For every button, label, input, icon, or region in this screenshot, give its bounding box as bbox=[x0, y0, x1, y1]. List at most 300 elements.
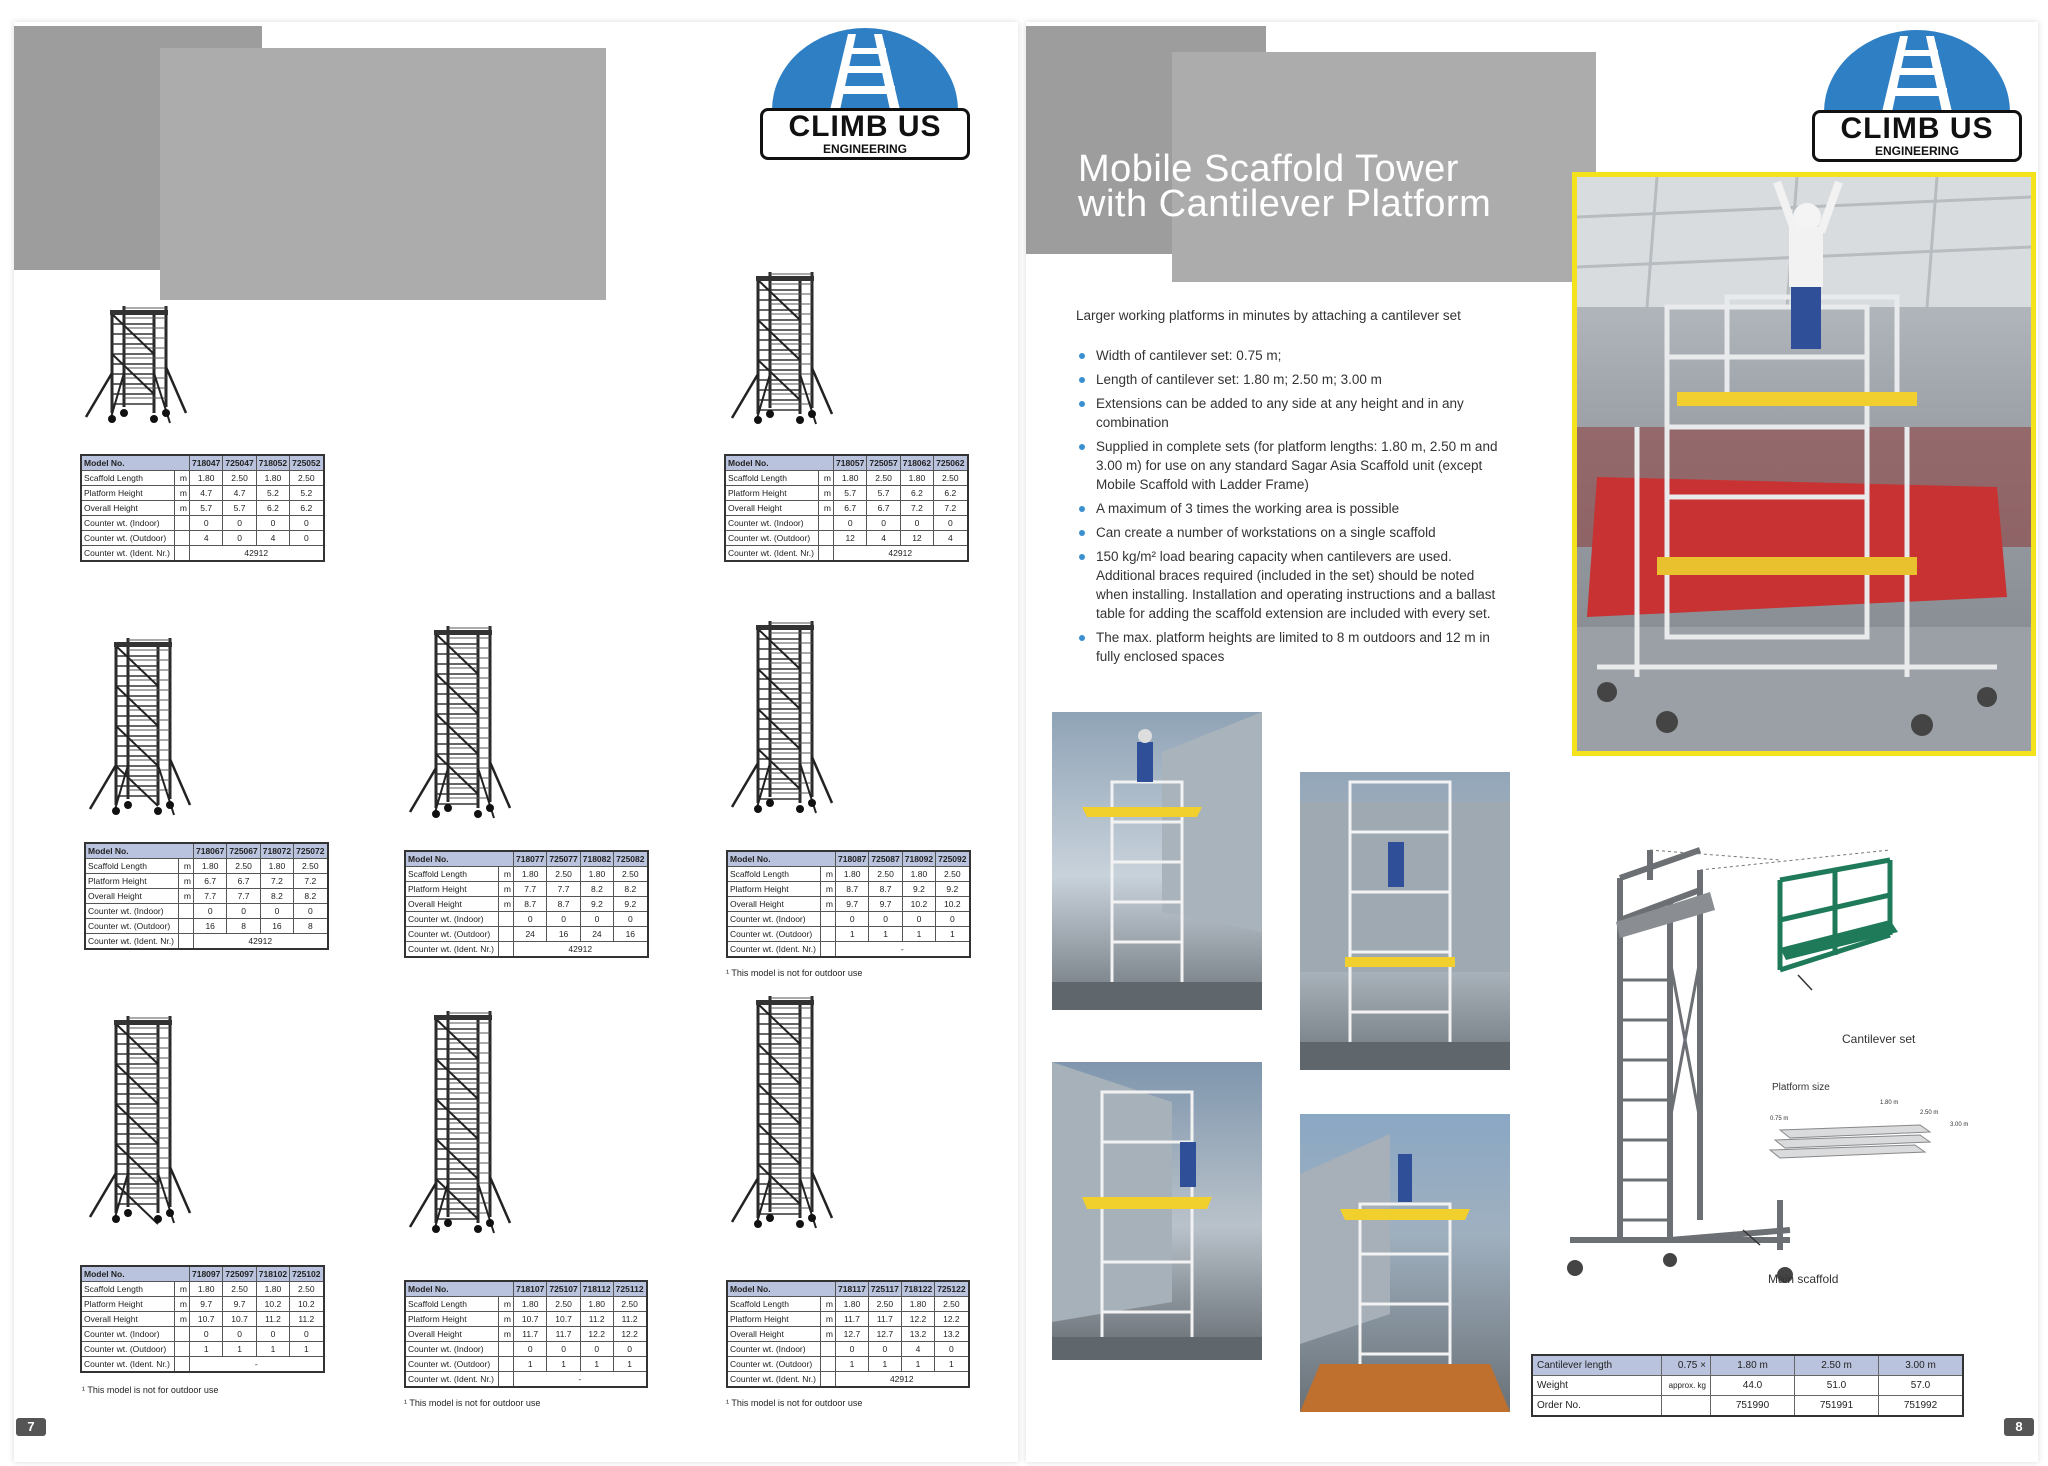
table-cell: 0.75 × bbox=[1662, 1355, 1711, 1376]
scaffold-photo bbox=[1052, 1062, 1262, 1360]
table-row bbox=[85, 859, 328, 874]
table-row bbox=[81, 531, 324, 546]
table-cell: Model No. bbox=[85, 843, 194, 859]
table-cell bbox=[175, 1357, 190, 1373]
feature-item: Supplied in complete sets (for platform lengths: 1.80 m, 2.50 m and 3.00 m) for use on any standard Sagar Asia Scaffold unit (except Mobile Scaffold with Ladder Frame) bbox=[1076, 437, 1506, 494]
table-cell: Model No. bbox=[81, 455, 190, 471]
table-row bbox=[81, 1357, 324, 1373]
table-cell: 10.7 bbox=[190, 1312, 223, 1327]
table-cell: 11.7 bbox=[514, 1327, 547, 1342]
table-cell: 0 bbox=[514, 1342, 547, 1357]
table-cell: 0 bbox=[580, 1342, 613, 1357]
table-cell bbox=[499, 912, 514, 927]
page-number: 7 bbox=[16, 1418, 46, 1436]
table-row bbox=[725, 471, 968, 486]
table-cell: 0 bbox=[290, 531, 324, 546]
table-cell: 8.2 bbox=[260, 889, 293, 904]
table-cell: m bbox=[821, 1312, 836, 1327]
table-row bbox=[1532, 1396, 1963, 1417]
table-cell: 0 bbox=[223, 1327, 256, 1342]
table-cell: 1.80 bbox=[514, 867, 547, 882]
table-cell: 7.2 bbox=[900, 501, 933, 516]
table-cell: approx. kg bbox=[1662, 1376, 1711, 1396]
table-cell: Counter wt. (Ident. Nr.) bbox=[725, 546, 819, 562]
table-cell bbox=[175, 1342, 190, 1357]
table-cell bbox=[175, 1327, 190, 1342]
cantilever-table bbox=[1531, 1354, 1964, 1417]
table-cell: 718057 bbox=[834, 455, 867, 471]
table-cell: m bbox=[179, 859, 194, 874]
table-cell: 12.7 bbox=[868, 1327, 901, 1342]
table-cell bbox=[821, 942, 836, 958]
table-cell: 718087 bbox=[836, 851, 869, 867]
table-cell: 8.2 bbox=[614, 882, 648, 897]
table-cell: 4 bbox=[867, 531, 900, 546]
table-cell bbox=[179, 919, 194, 934]
table-cell: 6.2 bbox=[934, 486, 968, 501]
table-cell: m bbox=[821, 882, 836, 897]
table-cell: Overall Height bbox=[81, 1312, 175, 1327]
table-cell: Platform Height bbox=[81, 486, 175, 501]
table-cell: 9.2 bbox=[936, 882, 970, 897]
table-cell: Counter wt. (Ident. Nr.) bbox=[81, 546, 175, 562]
table-cell: 718097 bbox=[190, 1266, 223, 1282]
table-cell: Counter wt. (Indoor) bbox=[405, 912, 499, 927]
table-cell: 725072 bbox=[294, 843, 328, 859]
table-cell: 9.7 bbox=[223, 1297, 256, 1312]
table-cell: Scaffold Length bbox=[725, 471, 819, 486]
table-cell: 42912 bbox=[190, 546, 324, 562]
table-cell: m bbox=[499, 867, 514, 882]
table-cell bbox=[821, 912, 836, 927]
table-cell: 0 bbox=[194, 904, 227, 919]
scaffold-tower-drawing bbox=[726, 990, 836, 1240]
page-number: 8 bbox=[2004, 1418, 2034, 1436]
table-row bbox=[405, 867, 648, 882]
table-cell: 10.7 bbox=[547, 1312, 580, 1327]
table-row bbox=[727, 1327, 969, 1342]
table-cell: 718107 bbox=[514, 1281, 547, 1297]
table-cell: 12.2 bbox=[901, 1312, 934, 1327]
table-cell: 2.50 bbox=[614, 867, 648, 882]
table-row bbox=[85, 934, 328, 950]
table-cell bbox=[819, 546, 834, 562]
spec-table bbox=[404, 850, 649, 958]
table-cell: 0 bbox=[547, 912, 580, 927]
table-cell: 4 bbox=[901, 1342, 934, 1357]
table-cell: 44.0 bbox=[1711, 1376, 1795, 1396]
table-cell: 0 bbox=[934, 516, 968, 531]
table-cell: 8 bbox=[227, 919, 260, 934]
table-cell: 2.50 bbox=[936, 867, 970, 882]
table-cell: 0 bbox=[836, 912, 869, 927]
table-cell: 1 bbox=[256, 1342, 289, 1357]
table-cell: m bbox=[175, 471, 190, 486]
logo-wordmark bbox=[1812, 110, 2022, 162]
table-cell: m bbox=[179, 889, 194, 904]
table-cell: 0 bbox=[294, 904, 328, 919]
table-cell: 10.2 bbox=[936, 897, 970, 912]
table-row bbox=[81, 501, 324, 516]
table-cell: 725112 bbox=[613, 1281, 646, 1297]
table-cell bbox=[175, 516, 190, 531]
table-cell: Counter wt. (Ident. Nr.) bbox=[405, 942, 499, 958]
table-cell: 5.7 bbox=[867, 486, 900, 501]
table-row bbox=[81, 1327, 324, 1342]
table-cell: 1 bbox=[902, 927, 935, 942]
table-cell: 718122 bbox=[901, 1281, 934, 1297]
scaffold-photo bbox=[1300, 1114, 1510, 1412]
table-cell: 0 bbox=[514, 912, 547, 927]
cantilever-table-header bbox=[1532, 1355, 1963, 1376]
table-cell: Model No. bbox=[405, 851, 514, 867]
table-cell: 0 bbox=[223, 531, 256, 546]
table-cell: 1 bbox=[223, 1342, 256, 1357]
table-cell: Counter wt. (Outdoor) bbox=[81, 1342, 175, 1357]
table-cell: 8.2 bbox=[580, 882, 613, 897]
table-cell: m bbox=[175, 1282, 190, 1297]
table-row bbox=[81, 486, 324, 501]
table-cell: Counter wt. (Indoor) bbox=[727, 1342, 821, 1357]
table-cell: 751992 bbox=[1879, 1396, 1964, 1417]
table-cell: 42912 bbox=[194, 934, 328, 950]
table-cell: 11.7 bbox=[836, 1312, 869, 1327]
table-cell: Scaffold Length bbox=[727, 867, 821, 882]
table-cell: 11.2 bbox=[613, 1312, 646, 1327]
table-cell: 0 bbox=[867, 516, 900, 531]
title-line-2: with Cantilever Platform bbox=[1078, 183, 1492, 225]
table-cell: 13.2 bbox=[901, 1327, 934, 1342]
table-cell: 718117 bbox=[836, 1281, 869, 1297]
table-cell: 1 bbox=[290, 1342, 324, 1357]
table-cell: 2.50 m bbox=[1795, 1355, 1879, 1376]
table-cell: 5.7 bbox=[190, 501, 223, 516]
spec-table-header bbox=[81, 1266, 324, 1282]
table-cell: 718047 bbox=[190, 455, 223, 471]
table-cell: 1.80 bbox=[580, 1297, 613, 1312]
table-row bbox=[725, 531, 968, 546]
table-cell bbox=[821, 1342, 836, 1357]
table-cell: 1.80 bbox=[836, 867, 869, 882]
table-cell: Cantilever length bbox=[1532, 1355, 1662, 1376]
scaffold-tower-drawing bbox=[726, 266, 836, 436]
table-cell: 4 bbox=[934, 531, 968, 546]
table-cell: Weight bbox=[1532, 1376, 1662, 1396]
table-row bbox=[81, 471, 324, 486]
table-cell: 1.80 bbox=[194, 859, 227, 874]
table-row bbox=[727, 1342, 969, 1357]
table-cell: 725047 bbox=[223, 455, 256, 471]
table-row bbox=[725, 516, 968, 531]
table-cell: 6.2 bbox=[256, 501, 289, 516]
dimension-label: 1.80 m bbox=[1880, 1100, 1899, 1106]
table-row bbox=[405, 1372, 647, 1388]
spec-table bbox=[726, 1280, 970, 1388]
table-cell: 12 bbox=[900, 531, 933, 546]
table-cell: Overall Height bbox=[405, 897, 499, 912]
logo-brand-sub: ENGINEERING bbox=[1874, 144, 1959, 158]
table-cell: 725107 bbox=[547, 1281, 580, 1297]
table-cell: 8.7 bbox=[836, 882, 869, 897]
table-row bbox=[405, 1357, 647, 1372]
table-cell: Platform Height bbox=[727, 1312, 821, 1327]
table-cell: 0 bbox=[190, 516, 223, 531]
table-cell: m bbox=[821, 897, 836, 912]
table-cell: 6.2 bbox=[290, 501, 324, 516]
table-row bbox=[1532, 1376, 1963, 1396]
table-cell bbox=[499, 942, 514, 958]
table-cell: m bbox=[821, 1297, 836, 1312]
dimension-label: 2.50 m bbox=[1920, 1110, 1939, 1116]
table-cell: 2.50 bbox=[290, 471, 324, 486]
table-cell: 0 bbox=[935, 1342, 969, 1357]
table-cell: 3.00 m bbox=[1879, 1355, 1964, 1376]
table-cell: m bbox=[499, 1312, 514, 1327]
table-row bbox=[81, 1297, 324, 1312]
table-row bbox=[85, 889, 328, 904]
feature-item: Extensions can be added to any side at any height and in any combination bbox=[1076, 394, 1506, 432]
table-cell: 11.2 bbox=[290, 1312, 324, 1327]
table-row bbox=[727, 927, 970, 942]
table-cell: 0 bbox=[836, 1342, 869, 1357]
table-cell: 1.80 bbox=[190, 1282, 223, 1297]
table-cell: 7.2 bbox=[260, 874, 293, 889]
table-row bbox=[727, 1357, 969, 1372]
table-cell: 9.7 bbox=[869, 897, 902, 912]
table-cell: 0 bbox=[580, 912, 613, 927]
table-cell: 8 bbox=[294, 919, 328, 934]
spec-table-header bbox=[405, 1281, 647, 1297]
table-cell: 725062 bbox=[934, 455, 968, 471]
page-title bbox=[1078, 148, 1492, 225]
table-cell: 1.80 bbox=[190, 471, 223, 486]
table-cell: Scaffold Length bbox=[81, 471, 175, 486]
grey-panel-front bbox=[160, 48, 606, 300]
label-platform-size: Platform size bbox=[1772, 1082, 1830, 1093]
table-cell: 5.7 bbox=[834, 486, 867, 501]
table-cell: 10.7 bbox=[223, 1312, 256, 1327]
table-cell: 725097 bbox=[223, 1266, 256, 1282]
spec-table-header bbox=[725, 455, 968, 471]
table-cell: Model No. bbox=[405, 1281, 514, 1297]
table-cell bbox=[821, 1357, 836, 1372]
table-cell: 1 bbox=[868, 1357, 901, 1372]
table-cell: 9.7 bbox=[836, 897, 869, 912]
table-cell: 0 bbox=[613, 1342, 646, 1357]
feature-item: A maximum of 3 times the working area is possible bbox=[1076, 499, 1506, 518]
table-cell: 9.2 bbox=[902, 882, 935, 897]
table-cell: Counter wt. (Ident. Nr.) bbox=[85, 934, 179, 950]
table-cell: 1 bbox=[514, 1357, 547, 1372]
table-row bbox=[405, 897, 648, 912]
table-cell bbox=[499, 1342, 514, 1357]
table-row bbox=[85, 874, 328, 889]
table-cell: 4.7 bbox=[223, 486, 256, 501]
table-cell: 1.80 bbox=[836, 1297, 869, 1312]
table-cell: 6.7 bbox=[194, 874, 227, 889]
table-cell: 0 bbox=[290, 516, 324, 531]
table-cell: 2.50 bbox=[223, 471, 256, 486]
table-cell: 1.80 m bbox=[1711, 1355, 1795, 1376]
table-cell: 1.80 bbox=[514, 1297, 547, 1312]
title-line-1: Mobile Scaffold Tower bbox=[1078, 148, 1459, 190]
scaffold-tower-drawing bbox=[726, 615, 836, 825]
table-cell: 1.80 bbox=[834, 471, 867, 486]
outdoor-note: ¹ This model is not for outdoor use bbox=[726, 1398, 863, 1408]
table-cell: m bbox=[819, 471, 834, 486]
scaffold-tower-drawing bbox=[404, 1005, 514, 1245]
table-cell: Counter wt. (Indoor) bbox=[85, 904, 179, 919]
table-cell: 2.50 bbox=[290, 1282, 324, 1297]
table-cell: 0 bbox=[869, 912, 902, 927]
table-cell: 725092 bbox=[936, 851, 970, 867]
table-cell: 12.2 bbox=[935, 1312, 969, 1327]
table-cell: m bbox=[175, 501, 190, 516]
table-cell: 725122 bbox=[935, 1281, 969, 1297]
scaffold-tower-drawing bbox=[404, 620, 514, 830]
scaffold-tower-drawing bbox=[80, 300, 190, 435]
table-cell: 10.7 bbox=[514, 1312, 547, 1327]
table-row bbox=[81, 546, 324, 562]
table-cell: 42912 bbox=[836, 1372, 969, 1388]
table-row bbox=[405, 927, 648, 942]
table-row bbox=[85, 904, 328, 919]
cantilever-diagram bbox=[1550, 820, 1980, 1300]
spec-table bbox=[80, 454, 325, 562]
table-cell: 725082 bbox=[614, 851, 648, 867]
table-cell bbox=[1662, 1396, 1711, 1417]
table-cell: Platform Height bbox=[727, 882, 821, 897]
table-cell bbox=[821, 1372, 836, 1388]
table-cell: 16 bbox=[260, 919, 293, 934]
table-cell: 6.2 bbox=[900, 486, 933, 501]
table-cell: 0 bbox=[290, 1327, 324, 1342]
table-cell: 0 bbox=[834, 516, 867, 531]
table-cell: Counter wt. (Outdoor) bbox=[405, 927, 499, 942]
table-cell: 1 bbox=[580, 1357, 613, 1372]
table-cell bbox=[821, 927, 836, 942]
feature-item: 150 kg/m² load bearing capacity when cantilevers are used. Additional braces required (included in the set) should be noted when installing. Installation and operating instructions and a ballast table for adding the scaffold extension are included with every set. bbox=[1076, 547, 1506, 623]
table-cell: 10.2 bbox=[290, 1297, 324, 1312]
logo-brand-name: CLIMB US bbox=[1840, 112, 1994, 145]
table-cell bbox=[175, 531, 190, 546]
table-cell: Counter wt. (Outdoor) bbox=[727, 1357, 821, 1372]
table-cell: m bbox=[499, 897, 514, 912]
table-cell: 1.80 bbox=[901, 1297, 934, 1312]
table-cell: Counter wt. (Ident. Nr.) bbox=[727, 942, 821, 958]
scaffold-photo bbox=[1300, 772, 1510, 1070]
table-cell: Counter wt. (Ident. Nr.) bbox=[81, 1357, 175, 1373]
table-cell: 0 bbox=[227, 904, 260, 919]
table-row bbox=[81, 1312, 324, 1327]
table-cell: 725102 bbox=[290, 1266, 324, 1282]
table-cell bbox=[179, 904, 194, 919]
table-cell: 725077 bbox=[547, 851, 580, 867]
table-row bbox=[727, 882, 970, 897]
table-row bbox=[727, 1297, 969, 1312]
table-cell: 718092 bbox=[902, 851, 935, 867]
table-cell: Model No. bbox=[727, 1281, 836, 1297]
table-cell: 1.80 bbox=[256, 471, 289, 486]
table-cell: Platform Height bbox=[405, 1312, 499, 1327]
feature-item: Length of cantilever set: 1.80 m; 2.50 m; 3.00 m bbox=[1076, 370, 1506, 389]
table-cell: 12.2 bbox=[613, 1327, 646, 1342]
table-cell: 51.0 bbox=[1795, 1376, 1879, 1396]
table-cell bbox=[499, 1357, 514, 1372]
table-cell: Counter wt. (Outdoor) bbox=[727, 927, 821, 942]
table-row bbox=[405, 1297, 647, 1312]
table-cell: m bbox=[499, 882, 514, 897]
brand-logo bbox=[760, 28, 970, 158]
table-cell: 9.2 bbox=[580, 897, 613, 912]
table-cell: 6.7 bbox=[867, 501, 900, 516]
table-cell: 725067 bbox=[227, 843, 260, 859]
table-cell: 4 bbox=[190, 531, 223, 546]
table-cell: 11.2 bbox=[580, 1312, 613, 1327]
table-cell: Counter wt. (Ident. Nr.) bbox=[405, 1372, 499, 1388]
table-cell: Overall Height bbox=[85, 889, 179, 904]
table-cell: Scaffold Length bbox=[85, 859, 179, 874]
table-cell: 7.2 bbox=[294, 874, 328, 889]
table-cell: 6.7 bbox=[227, 874, 260, 889]
table-row bbox=[727, 912, 970, 927]
table-cell bbox=[499, 1372, 514, 1388]
table-cell: 1 bbox=[836, 1357, 869, 1372]
table-cell: Platform Height bbox=[85, 874, 179, 889]
table-cell: 2.50 bbox=[223, 1282, 256, 1297]
table-cell: 12 bbox=[834, 531, 867, 546]
table-cell: 1 bbox=[836, 927, 869, 942]
table-cell: 5.2 bbox=[256, 486, 289, 501]
table-row bbox=[405, 882, 648, 897]
table-cell: 5.7 bbox=[223, 501, 256, 516]
table-cell: 2.50 bbox=[935, 1297, 969, 1312]
table-cell: 1 bbox=[869, 927, 902, 942]
table-cell: 725057 bbox=[867, 455, 900, 471]
table-cell: m bbox=[821, 1327, 836, 1342]
scaffold-photo bbox=[1052, 712, 1262, 1010]
table-row bbox=[81, 1282, 324, 1297]
table-row bbox=[81, 516, 324, 531]
table-cell: 1 bbox=[936, 927, 970, 942]
table-cell: 1.80 bbox=[256, 1282, 289, 1297]
logo-brand-sub: ENGINEERING bbox=[822, 142, 907, 156]
table-row bbox=[725, 501, 968, 516]
table-cell: - bbox=[190, 1357, 324, 1373]
table-row bbox=[405, 942, 648, 958]
table-cell: Counter wt. (Outdoor) bbox=[725, 531, 819, 546]
table-cell: 11.7 bbox=[547, 1327, 580, 1342]
table-cell: Counter wt. (Indoor) bbox=[727, 912, 821, 927]
table-cell: 0 bbox=[223, 516, 256, 531]
table-cell: 0 bbox=[868, 1342, 901, 1357]
table-cell: 11.2 bbox=[256, 1312, 289, 1327]
table-cell: Overall Height bbox=[405, 1327, 499, 1342]
feature-item: Can create a number of workstations on a single scaffold bbox=[1076, 523, 1506, 542]
feature-item: Width of cantilever set: 0.75 m; bbox=[1076, 346, 1506, 365]
table-cell: Counter wt. (Outdoor) bbox=[81, 531, 175, 546]
table-cell: m bbox=[179, 874, 194, 889]
table-cell: m bbox=[819, 486, 834, 501]
scaffold-tower-drawing bbox=[84, 632, 194, 827]
table-cell: Counter wt. (Indoor) bbox=[725, 516, 819, 531]
table-cell: 718052 bbox=[256, 455, 289, 471]
table-cell: Counter wt. (Indoor) bbox=[81, 516, 175, 531]
table-cell: 9.2 bbox=[614, 897, 648, 912]
table-cell: 2.50 bbox=[868, 1297, 901, 1312]
intro-text: Larger working platforms in minutes by attaching a cantilever set bbox=[1076, 308, 1461, 323]
table-cell: Overall Height bbox=[81, 501, 175, 516]
